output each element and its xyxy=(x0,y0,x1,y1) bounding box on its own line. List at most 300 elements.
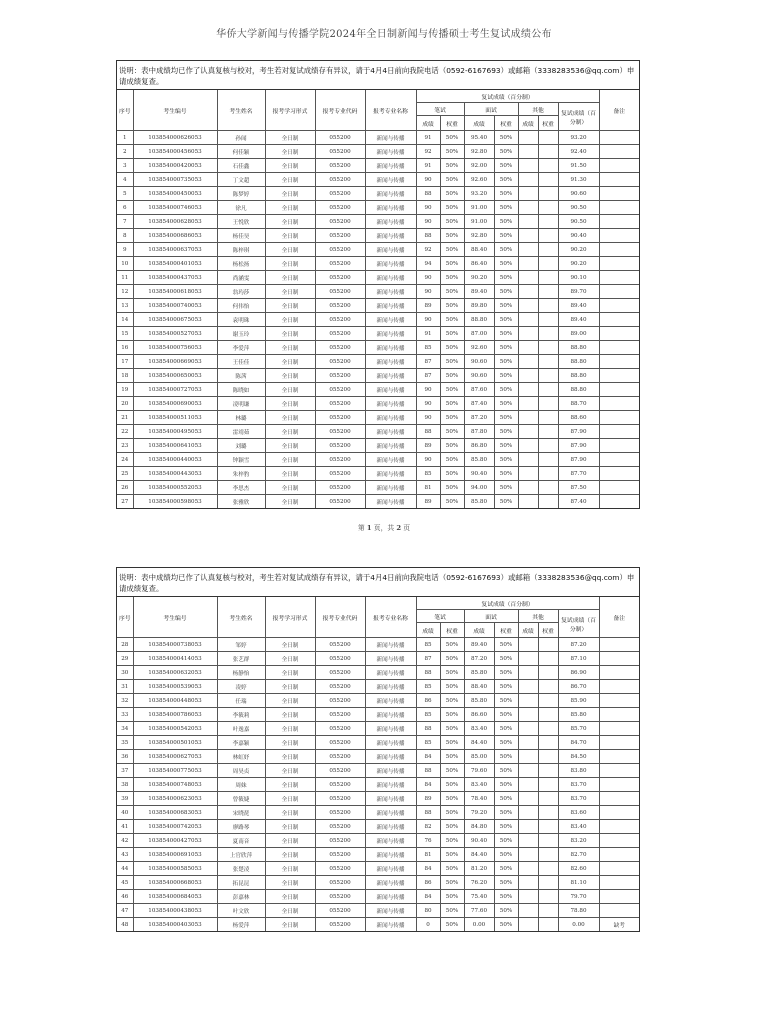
other-weight-cell xyxy=(538,722,558,736)
written-score-cell: 90 xyxy=(416,313,440,327)
other-weight-cell xyxy=(538,764,558,778)
remark-cell xyxy=(599,890,639,904)
interview-score-cell: 85.00 xyxy=(464,750,494,764)
seq-cell: 30 xyxy=(117,666,133,680)
other-weight-cell xyxy=(538,439,558,453)
study-mode-cell: 全日制 xyxy=(265,229,315,243)
table-row xyxy=(117,708,639,722)
name-cell: 孙闻 xyxy=(217,131,265,145)
seq-cell: 46 xyxy=(117,890,133,904)
name-cell: 叶文欣 xyxy=(217,904,265,918)
table-row xyxy=(117,722,639,736)
seq-cell: 20 xyxy=(117,397,133,411)
name-cell: 陈晓如 xyxy=(217,383,265,397)
interview-score-cell: 87.80 xyxy=(464,425,494,439)
other-weight-cell xyxy=(538,355,558,369)
seq-cell: 37 xyxy=(117,764,133,778)
study-mode-cell: 全日制 xyxy=(265,890,315,904)
written-weight-cell: 50% xyxy=(440,890,464,904)
name-cell: 刘璐 xyxy=(217,439,265,453)
table-row xyxy=(117,145,639,159)
major-name-cell: 新闻与传播 xyxy=(365,257,416,271)
interview-score-cell: 92.00 xyxy=(464,159,494,173)
written-score-cell: 88 xyxy=(416,425,440,439)
major-name-cell: 新闻与传播 xyxy=(365,652,416,666)
seq-cell: 31 xyxy=(117,680,133,694)
interview-weight-cell: 50% xyxy=(494,397,518,411)
table-row xyxy=(117,481,639,495)
written-score-cell: 87 xyxy=(416,369,440,383)
other-score-cell xyxy=(518,862,538,876)
header-name: 考生姓名 xyxy=(217,90,265,131)
major-name-cell: 新闻与传播 xyxy=(365,411,416,425)
student-id-cell: 103854000440053 xyxy=(133,453,217,467)
name-cell: 叶逸嘉 xyxy=(217,722,265,736)
written-score-cell: 88 xyxy=(416,666,440,680)
written-score-cell: 88 xyxy=(416,806,440,820)
score-table xyxy=(117,597,639,931)
name-cell: 袁明珠 xyxy=(217,313,265,327)
written-score-cell: 81 xyxy=(416,848,440,862)
name-cell: 张艺群 xyxy=(217,652,265,666)
interview-score-cell: 87.20 xyxy=(464,411,494,425)
major-name-cell: 新闻与传播 xyxy=(365,694,416,708)
seq-cell: 45 xyxy=(117,876,133,890)
total-score-cell: 85.90 xyxy=(558,694,599,708)
interview-weight-cell: 50% xyxy=(494,299,518,313)
header-id: 考生编号 xyxy=(133,90,217,131)
written-weight-cell: 50% xyxy=(440,736,464,750)
major-name-cell: 新闻与传播 xyxy=(365,299,416,313)
other-weight-cell xyxy=(538,369,558,383)
interview-weight-cell: 50% xyxy=(494,481,518,495)
remark-cell xyxy=(599,876,639,890)
student-id-cell: 103854000786053 xyxy=(133,708,217,722)
other-score-cell xyxy=(518,750,538,764)
written-score-cell: 88 xyxy=(416,722,440,736)
study-mode-cell: 全日制 xyxy=(265,271,315,285)
header-interview: 面试 xyxy=(464,103,518,116)
other-weight-cell xyxy=(538,792,558,806)
written-weight-cell: 50% xyxy=(440,355,464,369)
major-code-cell: 055200 xyxy=(315,299,365,313)
table-row xyxy=(117,890,639,904)
footer-suffix: 页 xyxy=(403,524,411,532)
major-code-cell: 055200 xyxy=(315,876,365,890)
total-score-cell: 86.90 xyxy=(558,666,599,680)
interview-weight-cell: 50% xyxy=(494,792,518,806)
seq-cell: 1 xyxy=(117,131,133,145)
written-weight-cell: 50% xyxy=(440,439,464,453)
interview-weight-cell: 50% xyxy=(494,652,518,666)
written-weight-cell: 50% xyxy=(440,425,464,439)
remark-cell xyxy=(599,652,639,666)
total-score-cell: 87.40 xyxy=(558,495,599,509)
other-score-cell xyxy=(518,145,538,159)
study-mode-cell: 全日制 xyxy=(265,467,315,481)
written-weight-cell: 50% xyxy=(440,862,464,876)
other-weight-cell xyxy=(538,397,558,411)
interview-score-cell: 81.20 xyxy=(464,862,494,876)
table-row xyxy=(117,453,639,467)
student-id-cell: 103854000623053 xyxy=(133,792,217,806)
written-weight-cell: 50% xyxy=(440,722,464,736)
interview-weight-cell: 50% xyxy=(494,680,518,694)
written-weight-cell: 50% xyxy=(440,327,464,341)
total-score-cell: 82.70 xyxy=(558,848,599,862)
header-code: 报考专业代码 xyxy=(315,90,365,131)
other-score-cell xyxy=(518,341,538,355)
written-weight-cell: 50% xyxy=(440,694,464,708)
written-weight-cell: 50% xyxy=(440,495,464,509)
other-score-cell xyxy=(518,201,538,215)
major-name-cell: 新闻与传播 xyxy=(365,834,416,848)
seq-cell: 42 xyxy=(117,834,133,848)
major-name-cell: 新闻与传播 xyxy=(365,666,416,680)
study-mode-cell: 全日制 xyxy=(265,243,315,257)
written-score-cell: 87 xyxy=(416,355,440,369)
total-score-cell: 87.90 xyxy=(558,425,599,439)
written-score-cell: 86 xyxy=(416,876,440,890)
study-mode-cell: 全日制 xyxy=(265,369,315,383)
major-code-cell: 055200 xyxy=(315,638,365,652)
total-score-cell: 87.70 xyxy=(558,467,599,481)
other-score-cell xyxy=(518,680,538,694)
table-row xyxy=(117,848,639,862)
other-weight-cell xyxy=(538,257,558,271)
total-score-cell: 89.70 xyxy=(558,285,599,299)
other-score-cell xyxy=(518,453,538,467)
written-weight-cell: 50% xyxy=(440,750,464,764)
major-name-cell: 新闻与传播 xyxy=(365,820,416,834)
total-score-cell: 89.40 xyxy=(558,313,599,327)
written-weight-cell: 50% xyxy=(440,383,464,397)
seq-cell: 39 xyxy=(117,792,133,806)
other-weight-cell xyxy=(538,425,558,439)
student-id-cell: 103854000735053 xyxy=(133,173,217,187)
major-code-cell: 055200 xyxy=(315,666,365,680)
table-row xyxy=(117,834,639,848)
header-other-score: 成绩 xyxy=(518,623,538,638)
written-weight-cell: 50% xyxy=(440,467,464,481)
name-cell: 李思杰 xyxy=(217,481,265,495)
major-code-cell: 055200 xyxy=(315,145,365,159)
study-mode-cell: 全日制 xyxy=(265,638,315,652)
interview-score-cell: 77.60 xyxy=(464,904,494,918)
name-cell: 宋晓琵 xyxy=(217,806,265,820)
header-seq: 序号 xyxy=(117,597,133,638)
total-score-cell: 92.40 xyxy=(558,145,599,159)
student-id-cell: 103854000748053 xyxy=(133,778,217,792)
other-score-cell xyxy=(518,313,538,327)
other-weight-cell xyxy=(538,820,558,834)
name-cell: 李嘉颖 xyxy=(217,736,265,750)
table-row xyxy=(117,187,639,201)
written-score-cell: 90 xyxy=(416,453,440,467)
major-code-cell: 055200 xyxy=(315,425,365,439)
major-name-cell: 新闻与传播 xyxy=(365,862,416,876)
remark-cell xyxy=(599,904,639,918)
written-score-cell: 89 xyxy=(416,439,440,453)
major-name-cell: 新闻与传播 xyxy=(365,187,416,201)
name-cell: 林璐 xyxy=(217,411,265,425)
name-cell: 徐凡 xyxy=(217,201,265,215)
name-cell: 张雅欣 xyxy=(217,495,265,509)
remark-cell xyxy=(599,467,639,481)
other-weight-cell xyxy=(538,666,558,680)
written-weight-cell: 50% xyxy=(440,159,464,173)
total-score-cell: 91.50 xyxy=(558,159,599,173)
study-mode-cell: 全日制 xyxy=(265,862,315,876)
other-weight-cell xyxy=(538,652,558,666)
remark-cell xyxy=(599,313,639,327)
table-row xyxy=(117,243,639,257)
remark-cell xyxy=(599,708,639,722)
remark-cell xyxy=(599,439,639,453)
student-id-cell: 103854000511053 xyxy=(133,411,217,425)
written-score-cell: 85 xyxy=(416,638,440,652)
other-score-cell xyxy=(518,890,538,904)
interview-weight-cell: 50% xyxy=(494,694,518,708)
other-score-cell xyxy=(518,722,538,736)
other-weight-cell xyxy=(538,778,558,792)
study-mode-cell: 全日制 xyxy=(265,918,315,932)
name-cell: 丁文超 xyxy=(217,173,265,187)
major-name-cell: 新闻与传播 xyxy=(365,453,416,467)
table-row xyxy=(117,862,639,876)
interview-weight-cell: 50% xyxy=(494,736,518,750)
major-name-cell: 新闻与传播 xyxy=(365,481,416,495)
written-score-cell: 89 xyxy=(416,792,440,806)
major-code-cell: 055200 xyxy=(315,411,365,425)
other-weight-cell xyxy=(538,341,558,355)
table-row xyxy=(117,792,639,806)
other-weight-cell xyxy=(538,299,558,313)
study-mode-cell: 全日制 xyxy=(265,495,315,509)
interview-weight-cell: 50% xyxy=(494,369,518,383)
table-row xyxy=(117,820,639,834)
major-name-cell: 新闻与传播 xyxy=(365,708,416,722)
interview-weight-cell: 50% xyxy=(494,918,518,932)
remark-cell xyxy=(599,159,639,173)
page-footer xyxy=(0,522,768,532)
table-row xyxy=(117,313,639,327)
student-id-cell: 103854000598053 xyxy=(133,495,217,509)
other-weight-cell xyxy=(538,834,558,848)
interview-score-cell: 84.40 xyxy=(464,848,494,862)
interview-weight-cell: 50% xyxy=(494,638,518,652)
footer-prefix: 第 xyxy=(357,524,365,532)
interview-weight-cell: 50% xyxy=(494,764,518,778)
interview-weight-cell: 50% xyxy=(494,904,518,918)
written-score-cell: 80 xyxy=(416,904,440,918)
written-weight-cell: 50% xyxy=(440,453,464,467)
header-code: 报考专业代码 xyxy=(315,597,365,638)
study-mode-cell: 全日制 xyxy=(265,173,315,187)
interview-score-cell: 0.00 xyxy=(464,918,494,932)
other-score-cell xyxy=(518,806,538,820)
interview-weight-cell: 50% xyxy=(494,131,518,145)
other-weight-cell xyxy=(538,736,558,750)
major-code-cell: 055200 xyxy=(315,341,365,355)
other-score-cell xyxy=(518,271,538,285)
major-code-cell: 055200 xyxy=(315,439,365,453)
major-code-cell: 055200 xyxy=(315,327,365,341)
major-name-cell: 新闻与传播 xyxy=(365,145,416,159)
other-weight-cell xyxy=(538,229,558,243)
interview-weight-cell: 50% xyxy=(494,145,518,159)
other-score-cell xyxy=(518,495,538,509)
written-weight-cell: 50% xyxy=(440,145,464,159)
written-weight-cell: 50% xyxy=(440,271,464,285)
table-row xyxy=(117,159,639,173)
other-score-cell xyxy=(518,820,538,834)
interview-score-cell: 90.40 xyxy=(464,834,494,848)
other-weight-cell xyxy=(538,862,558,876)
written-weight-cell: 50% xyxy=(440,411,464,425)
remark-cell xyxy=(599,722,639,736)
student-id-cell: 103854000527053 xyxy=(133,327,217,341)
student-id-cell: 103854000420053 xyxy=(133,159,217,173)
major-code-cell: 055200 xyxy=(315,820,365,834)
study-mode-cell: 全日制 xyxy=(265,666,315,680)
study-mode-cell: 全日制 xyxy=(265,834,315,848)
interview-score-cell: 87.40 xyxy=(464,397,494,411)
study-mode-cell: 全日制 xyxy=(265,187,315,201)
major-code-cell: 055200 xyxy=(315,722,365,736)
student-id-cell: 103854000641053 xyxy=(133,439,217,453)
written-weight-cell: 50% xyxy=(440,187,464,201)
table-row xyxy=(117,257,639,271)
written-weight-cell: 50% xyxy=(440,820,464,834)
remark-cell xyxy=(599,666,639,680)
remark-cell xyxy=(599,341,639,355)
other-weight-cell xyxy=(538,271,558,285)
header-written: 笔试 xyxy=(416,610,464,623)
study-mode-cell: 全日制 xyxy=(265,201,315,215)
header-written-weight: 权重 xyxy=(440,623,464,638)
major-name-cell: 新闻与传播 xyxy=(365,680,416,694)
study-mode-cell: 全日制 xyxy=(265,481,315,495)
interview-score-cell: 90.60 xyxy=(464,369,494,383)
written-weight-cell: 50% xyxy=(440,369,464,383)
student-id-cell: 103854000637053 xyxy=(133,243,217,257)
name-cell: 何伟怡 xyxy=(217,299,265,313)
other-weight-cell xyxy=(538,467,558,481)
header-major: 报考专业名称 xyxy=(365,90,416,131)
total-score-cell: 83.40 xyxy=(558,820,599,834)
student-id-cell: 103854000683053 xyxy=(133,806,217,820)
seq-cell: 33 xyxy=(117,708,133,722)
study-mode-cell: 全日制 xyxy=(265,397,315,411)
other-weight-cell xyxy=(538,173,558,187)
table-row xyxy=(117,271,639,285)
table-row xyxy=(117,383,639,397)
header-scores-group: 复试成绩（百分制） xyxy=(416,90,599,103)
student-id-cell: 103854000684053 xyxy=(133,890,217,904)
footer-mid: 页，共 xyxy=(373,524,395,532)
written-score-cell: 90 xyxy=(416,173,440,187)
table-row xyxy=(117,904,639,918)
major-name-cell: 新闻与传播 xyxy=(365,229,416,243)
table-row xyxy=(117,778,639,792)
interview-score-cell: 91.00 xyxy=(464,215,494,229)
interview-score-cell: 92.80 xyxy=(464,229,494,243)
table-row xyxy=(117,764,639,778)
other-weight-cell xyxy=(538,638,558,652)
major-name-cell: 新闻与传播 xyxy=(365,778,416,792)
seq-cell: 21 xyxy=(117,411,133,425)
seq-cell: 34 xyxy=(117,722,133,736)
interview-score-cell: 85.80 xyxy=(464,666,494,680)
total-score-cell: 87.90 xyxy=(558,453,599,467)
header-written-score: 成绩 xyxy=(416,623,440,638)
study-mode-cell: 全日制 xyxy=(265,313,315,327)
remark-cell xyxy=(599,271,639,285)
major-code-cell: 055200 xyxy=(315,383,365,397)
interview-score-cell: 86.60 xyxy=(464,708,494,722)
seq-cell: 10 xyxy=(117,257,133,271)
written-score-cell: 86 xyxy=(416,694,440,708)
interview-weight-cell: 50% xyxy=(494,806,518,820)
interview-weight-cell: 50% xyxy=(494,187,518,201)
name-cell: 雷靖茹 xyxy=(217,425,265,439)
interview-weight-cell: 50% xyxy=(494,313,518,327)
name-cell: 周昊贞 xyxy=(217,764,265,778)
other-score-cell xyxy=(518,708,538,722)
remark-cell xyxy=(599,453,639,467)
seq-cell: 17 xyxy=(117,355,133,369)
interview-weight-cell: 50% xyxy=(494,820,518,834)
other-score-cell xyxy=(518,159,538,173)
table-row xyxy=(117,918,639,932)
interview-score-cell: 87.60 xyxy=(464,383,494,397)
major-name-cell: 新闻与传播 xyxy=(365,848,416,862)
study-mode-cell: 全日制 xyxy=(265,299,315,313)
written-weight-cell: 50% xyxy=(440,299,464,313)
other-score-cell xyxy=(518,355,538,369)
seq-cell: 8 xyxy=(117,229,133,243)
seq-cell: 27 xyxy=(117,495,133,509)
major-name-cell: 新闻与传播 xyxy=(365,425,416,439)
remark-cell xyxy=(599,806,639,820)
student-id-cell: 103854000552053 xyxy=(133,481,217,495)
seq-cell: 11 xyxy=(117,271,133,285)
remark-cell: 缺考 xyxy=(599,918,639,932)
major-code-cell: 055200 xyxy=(315,736,365,750)
header-major: 报考专业名称 xyxy=(365,597,416,638)
major-name-cell: 新闻与传播 xyxy=(365,159,416,173)
other-score-cell xyxy=(518,736,538,750)
other-score-cell xyxy=(518,131,538,145)
remark-cell xyxy=(599,481,639,495)
study-mode-cell: 全日制 xyxy=(265,257,315,271)
major-name-cell: 新闻与传播 xyxy=(365,369,416,383)
seq-cell: 32 xyxy=(117,694,133,708)
study-mode-cell: 全日制 xyxy=(265,708,315,722)
student-id-cell: 103854000668053 xyxy=(133,876,217,890)
study-mode-cell: 全日制 xyxy=(265,453,315,467)
name-cell: 张楚凌 xyxy=(217,862,265,876)
written-weight-cell: 50% xyxy=(440,764,464,778)
study-mode-cell: 全日制 xyxy=(265,145,315,159)
table-row xyxy=(117,327,639,341)
interview-score-cell: 79.60 xyxy=(464,764,494,778)
interview-weight-cell: 50% xyxy=(494,666,518,680)
written-score-cell: 85 xyxy=(416,680,440,694)
table-row xyxy=(117,173,639,187)
header-mode: 报考学习形式 xyxy=(265,90,315,131)
